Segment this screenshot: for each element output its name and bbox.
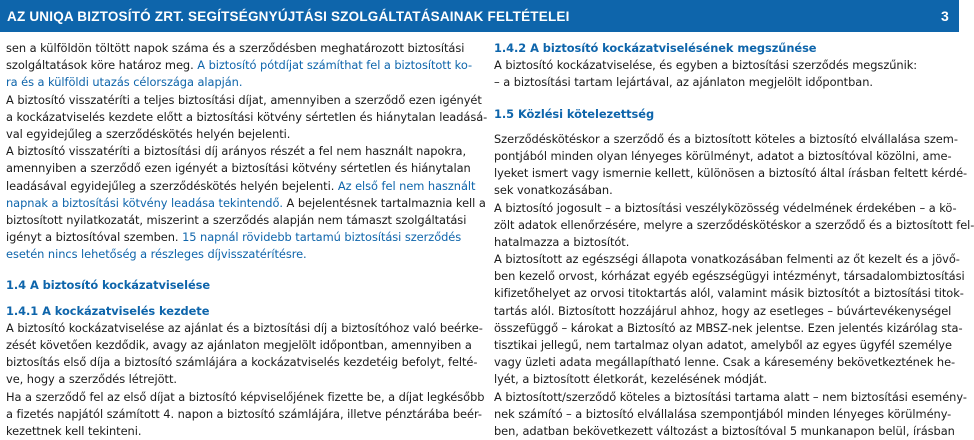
text-line: igényt a biztosítóval szemben. 15 napnál rövidebb tartamú biztosítási szerződés — [6, 230, 462, 245]
text-line: zölt adatok ellenőrzésére, melyre a szerződéskötéskor a szerződő és a biztosított fel- — [494, 217, 974, 232]
section-heading-1-4-2: 1.4.2 A biztosító kockázatviselésének megszűnése — [494, 41, 817, 55]
section-heading-1-4-1: 1.4.1 A kockázatviselés kezdete — [6, 303, 210, 318]
text-line: ben kezelő orvost, kórházat egyéb egészségügyi intézményt, társadalombiztosítási — [494, 269, 965, 284]
text-line: Ha a szerződő fel az első díjat a biztosító képviselőjének fizette be, a díjat legkésőbb — [6, 389, 485, 404]
text-line: A biztosító jogosult – a biztosítási veszélyközösség védelmének érdekében – a kö- — [494, 200, 957, 215]
text-line: napnak a biztosítási kötvény leadása tekintendő. A bejelentésnek tartalmaznia kell a — [6, 195, 486, 210]
text-line: a kockázatviselés kezdete előtt a biztosítási kötvény sértetlen és hiánytalan leadásá- — [6, 109, 488, 124]
page-header — [0, 0, 959, 32]
text-line: lyét, a biztosított életkorát, kezelésének módját. — [494, 372, 768, 387]
highlighted-text: 15 napnál rövidebb tartamú biztosítási szerződés — [182, 230, 462, 245]
text-line: A biztosító kockázatviselése az ajánlat és a biztosítási díj a biztosítóhoz való beérke- — [6, 320, 483, 335]
page-header-title: AZ UNIQA BIZTOSÍTÓ ZRT. SEGÍTSÉGNYÚJTÁSI SZOLGÁLTATÁSAINAK FELTÉTELEI — [7, 8, 570, 24]
text-line: ve, hogy a szerződés létrejött. — [6, 372, 177, 387]
text-line: zését követően kezdődik, avagy az ajánlaton megjelölt időpontban, amennyiben a — [6, 338, 472, 352]
highlighted-text: Az első fel nem használt — [337, 178, 476, 193]
text-line: biztosítás első díja a biztosító számlájára a kockázatviselés kezdetéig befolyt, felté- — [6, 355, 478, 370]
text-line: kezettnek kell tekinteni. — [6, 423, 142, 438]
left-column — [6, 40, 488, 440]
text-line: biztosított nyilatkozatát, miszerint a szerződés alapján nem támaszt szolgáltatási — [6, 212, 467, 227]
text-line: Szerződéskötéskor a szerződő és a biztosított köteles a biztosító elvállalása szem- — [494, 131, 958, 146]
text-line: hatalmazza a biztosítót. — [494, 234, 630, 249]
text-line: pontjából minden olyan lényeges körülményt, adatot a biztosítóval közölni, ame- — [494, 148, 952, 163]
text-line: szolgáltatások köre határoz meg. A biztosító pótdíjat számíthat fel a biztosított ko- — [6, 58, 473, 73]
text-line: ben, adatban bekövetkezett változást a biztosítóval 5 munkanapon belül, írásban — [494, 423, 955, 438]
text-line: összefüggő – károkat a Biztosító az MBSZ-nek jelentse. Ezen jelentés kizárólag sta- — [494, 320, 963, 335]
section-heading-1-4: 1.4 A biztosító kockázatviselése — [6, 278, 211, 293]
text-line: lyeket ismert vagy ismernie kellett, különösen a biztosító által írásban feltett kérdé- — [494, 166, 968, 181]
text-line: leadásával egyidejűleg a szerződéskötés helyén bejelenti. Az első fel nem használt — [6, 178, 476, 193]
text-line: A biztosító kockázatviselése, és egyben a biztosítási szerződés megszűnik: — [494, 58, 918, 73]
text-line: amennyiben a szerződő ezen igényét a biztosítási kötvény sértetlen és hiánytalan — [6, 161, 471, 176]
page-number: 3 — [941, 8, 949, 24]
right-column — [494, 40, 974, 440]
text-line: kifizetőhelyet az orvosi titoktartás alól, valamint másik biztosítót a biztosítási titok- — [494, 286, 964, 301]
text-line: A biztosított/szerződő köteles a biztosítási tartama alatt – nem biztosítási esemény- — [494, 389, 967, 404]
text-line: – a biztosítási tartam lejártával, az ajánlaton megjelölt időpontban. — [494, 75, 873, 90]
text-line: tisztikai jellegű, nem tartalmaz olyan adatot, amelyből az egyes ügyfél személye — [494, 338, 952, 352]
text-line: A biztosító visszatéríti a biztosítási díj arányos részét a fel nem használt napokra, — [6, 144, 467, 159]
text-line: A biztosító visszatéríti a teljes biztosítási díjat, amennyiben a szerződő ezen igényét — [6, 92, 482, 107]
text-line: tartás alól. Biztosított hozzájárul ahhoz, hogy az esetleges – búvártevékenységel — [494, 303, 952, 318]
text-line: val egyidejűleg a szerződéskötés helyén bejelenti. — [6, 126, 291, 141]
text-line: vagy üzleti adata megállapítható lenne. Csak a káresemény bekövetkeztének he- — [494, 355, 956, 370]
section-heading-1-5: 1.5 Közlési kötelezettség — [494, 106, 655, 121]
text-line: sek vonatkozásában. — [494, 183, 613, 198]
text-line: sen a külföldön töltött napok száma és a szerződésben meghatározott biztosítási — [6, 41, 465, 55]
highlighted-text: esetén nincs lehetőség a részleges díjvisszatérítésre. — [6, 247, 307, 262]
text-line: A biztosított az egészségi állapota vonatkozásában felmenti az őt kezelt és a jövő- — [494, 252, 960, 267]
highlighted-text: ra és a külföldi utazás célországa alapján. — [6, 75, 243, 90]
highlighted-text: A biztosító pótdíjat számíthat fel a biztosított ko- — [197, 58, 473, 73]
highlighted-text: napnak a biztosítási kötvény leadása tekintendő. — [6, 195, 283, 210]
text-line: nek számító – a biztosító elvállalása szempontjából minden lényeges körülmény- — [494, 406, 952, 421]
text-line: a fizetés napjától számított 4. napon a biztosító számlájára, illetve pénztárába beér- — [6, 406, 482, 421]
